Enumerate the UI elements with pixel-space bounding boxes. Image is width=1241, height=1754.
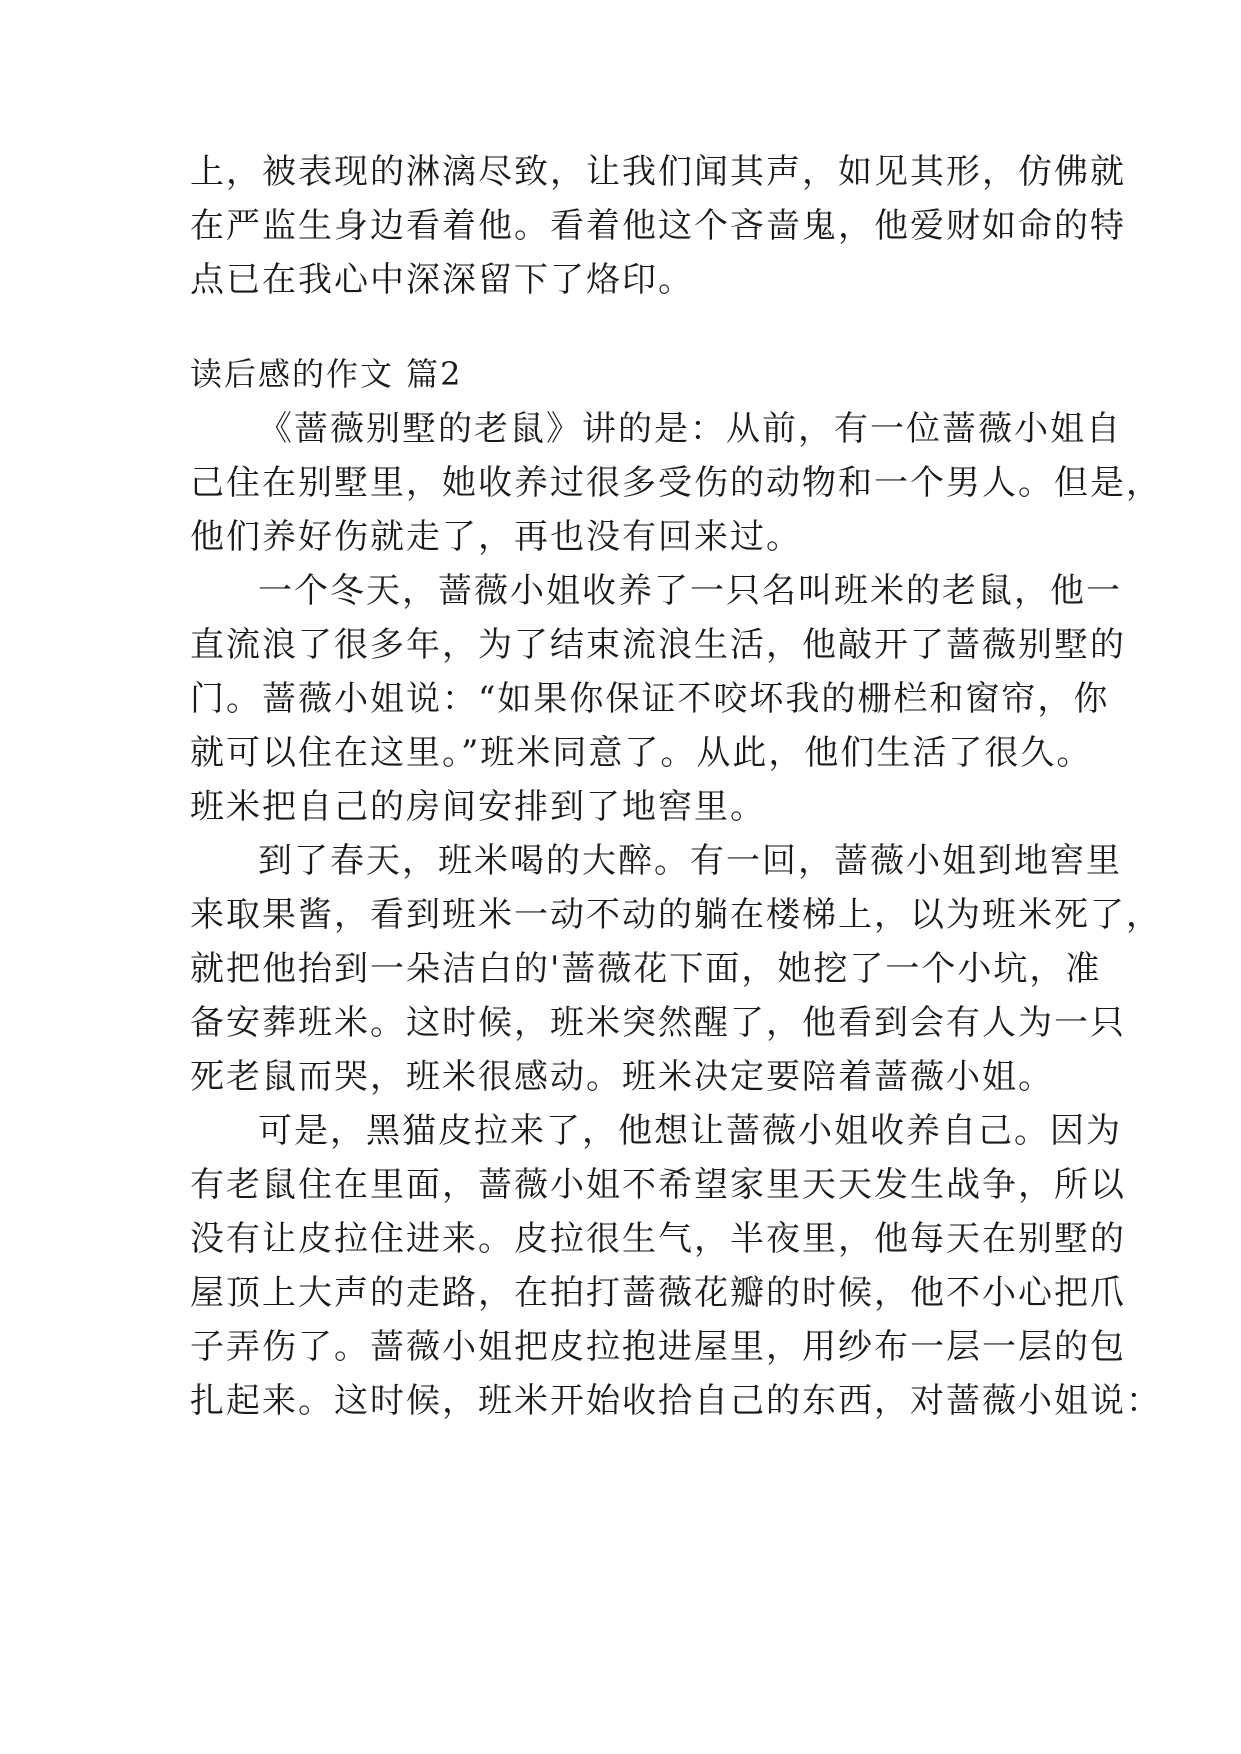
- text-line: 就可以住在这里。”班米同意了。从此，他们生活了很久。: [190, 733, 1093, 773]
- text-line: 点已在我心中深深留下了烙印。: [190, 260, 694, 300]
- text-line: 扎起来。这时候，班米开始收拾自己的东西，对蔷薇小姐说：: [190, 1381, 1162, 1421]
- text-line: 他们养好伤就走了，再也没有回来过。: [190, 517, 802, 557]
- section-heading: 读后感的作文 篇2: [190, 355, 463, 393]
- text-line: 《蔷薇别墅的老鼠》讲的是：从前，有一位蔷薇小姐自: [258, 409, 1122, 449]
- text-line: 有老鼠住在里面，蔷薇小姐不希望家里天天发生战争，所以: [190, 1165, 1126, 1205]
- text-line: 到了春天，班米喝的大醉。有一回，蔷薇小姐到地窖里: [258, 841, 1122, 881]
- text-line: 死老鼠而哭，班米很感动。班米决定要陪着蔷薇小姐。: [190, 1057, 1054, 1097]
- text-line: 可是，黑猫皮拉来了，他想让蔷薇小姐收养自己。因为: [258, 1111, 1122, 1151]
- text-line: 没有让皮拉住进来。皮拉很生气，半夜里，他每天在别墅的: [190, 1219, 1126, 1259]
- text-line: 班米把自己的房间安排到了地窖里。: [190, 787, 766, 827]
- text-line: 来取果酱，看到班米一动不动的躺在楼梯上，以为班米死了，: [190, 895, 1162, 935]
- text-line: 上，被表现的淋漓尽致，让我们闻其声，如见其形，仿佛就: [190, 152, 1126, 192]
- text-line: 备安葬班米。这时候，班米突然醒了，他看到会有人为一只: [190, 1003, 1126, 1043]
- text-line: 就把他抬到一朵洁白的'蔷薇花下面，她挖了一个小坑，准: [190, 949, 1102, 989]
- text-line: 一个冬天，蔷薇小姐收养了一只名叫班米的老鼠，他一: [258, 571, 1122, 611]
- text-line: 子弄伤了。蔷薇小姐把皮拉抱进屋里，用纱布一层一层的包: [190, 1327, 1126, 1367]
- text-line: 在严监生身边看着他。看着他这个吝啬鬼，他爱财如命的特: [190, 206, 1126, 246]
- text-line: 己住在别墅里，她收养过很多受伤的动物和一个男人。但是，: [190, 463, 1162, 503]
- text-line: 屋顶上大声的走路，在拍打蔷薇花瓣的时候，他不小心把爪: [190, 1273, 1126, 1313]
- text-line: 直流浪了很多年，为了结束流浪生活，他敲开了蔷薇别墅的: [190, 625, 1126, 665]
- text-line: 门。蔷薇小姐说：“如果你保证不咬坏我的栅栏和窗帘，你: [190, 679, 1110, 719]
